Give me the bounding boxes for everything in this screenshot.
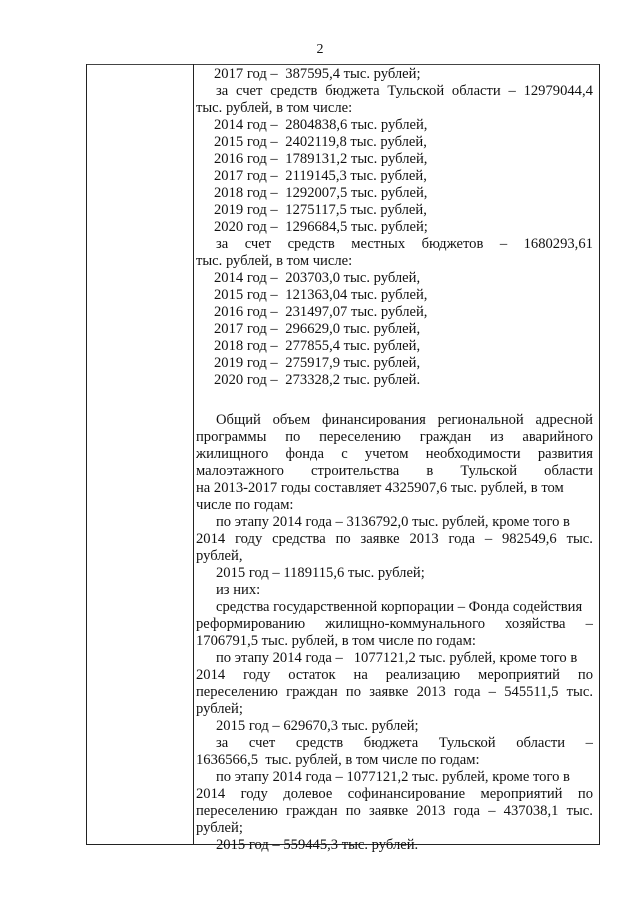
word: граждан <box>286 684 338 700</box>
fund-line: 1706791,5 тыс. рублей, в том числе по годам: <box>196 633 476 649</box>
regional-share-line <box>196 735 593 752</box>
stage-line <box>196 531 593 548</box>
fund-stage-line: по этапу 2014 года – 1077121,2 тыс. рублей, кроме того в <box>216 650 578 666</box>
year-label: 2016 год – <box>214 151 278 167</box>
word: тыс. <box>566 531 593 547</box>
year-value: 231497,07 тыс. рублей, <box>285 304 428 320</box>
paragraph-line <box>196 429 593 446</box>
word: года <box>454 684 481 700</box>
word: Общий <box>216 412 261 428</box>
year-label: 2016 год – <box>214 304 278 320</box>
word: области <box>516 735 566 751</box>
word: адресной <box>535 412 593 428</box>
word: 2013 <box>409 531 439 547</box>
word: 2014 <box>196 786 226 802</box>
paragraph-line: на 2013-2017 годы составляет 4325907,6 тыс. рублей, в том <box>196 480 564 496</box>
word: 12979044,4 <box>523 83 593 99</box>
word: граждан <box>286 803 338 819</box>
regional-budget-line-2: тыс. рублей, в том числе: <box>196 100 353 116</box>
word: средств <box>270 83 318 99</box>
year-row <box>196 151 593 168</box>
word: фонда <box>285 446 324 462</box>
year-label: 2017 год – <box>214 321 278 337</box>
word: жилищно-коммунального <box>325 616 485 632</box>
word: 2013 <box>416 803 446 819</box>
year-label: 2017 год – <box>214 66 278 82</box>
year-value: 296629,0 тыс. рублей, <box>285 321 421 337</box>
word: – <box>585 616 593 632</box>
year-2015-line: 2015 год – 1189115,6 тыс. рублей; <box>216 565 425 581</box>
fund-line: средства государственной корпорации – Фонда содействия <box>216 599 583 615</box>
word: мероприятий <box>480 786 563 802</box>
year-row <box>196 117 593 134</box>
year-row <box>196 355 593 372</box>
year-row <box>196 270 593 287</box>
word: по <box>335 531 351 547</box>
word: мероприятий <box>478 667 560 683</box>
year-value: 2402119,8 тыс. рублей, <box>285 134 427 150</box>
regional-stage-line: по этапу 2014 года – 1077121,2 тыс. рублей, кроме того в <box>216 769 570 785</box>
regional-stage-line <box>196 803 593 820</box>
word: Тульской <box>438 735 496 751</box>
year-value: 273328,2 тыс. рублей. <box>285 372 421 388</box>
year-value: 2804838,6 тыс. рублей, <box>285 117 428 133</box>
word: году <box>243 667 271 683</box>
word: года <box>448 531 475 547</box>
word: области <box>451 83 501 99</box>
word: аварийного <box>522 429 593 445</box>
word: 2013 <box>416 684 446 700</box>
word: 545511,5 <box>504 684 559 700</box>
word: году <box>235 531 263 547</box>
year-label: 2019 год – <box>214 355 278 371</box>
word: – <box>488 684 496 700</box>
word: Тульской <box>387 83 445 99</box>
year-value: 203703,0 тыс. рублей, <box>285 270 421 286</box>
regional-stage-line: рублей; <box>196 820 243 836</box>
word: необходимости <box>425 446 521 462</box>
column-divider <box>193 64 194 844</box>
regional-stage-line <box>196 786 593 803</box>
top-year-row <box>196 66 593 83</box>
word: софинансирование <box>347 786 466 802</box>
word: за <box>216 735 229 751</box>
word: области <box>544 463 593 479</box>
year-label: 2014 год – <box>214 117 278 133</box>
local-budget-line <box>196 236 593 253</box>
word: реформированию <box>196 616 306 632</box>
year-label: 2020 год – <box>214 372 278 388</box>
word: по <box>577 786 593 802</box>
word: объем <box>272 412 311 428</box>
word: по <box>285 429 301 445</box>
stage-line: по этапу 2014 года – 3136792,0 тыс. рублей, кроме того в <box>216 514 570 530</box>
word: тыс. <box>566 803 593 819</box>
year-label: 2018 год – <box>214 338 278 354</box>
fund-stage-line <box>196 684 593 701</box>
word: граждан <box>419 429 472 445</box>
year-value: 277855,4 тыс. рублей, <box>285 338 421 354</box>
word: переселению <box>196 684 278 700</box>
word: бюджета <box>363 735 419 751</box>
word: жилищного <box>196 446 269 462</box>
paragraph-line <box>196 412 593 429</box>
fund-stage-line: рублей; <box>196 701 243 717</box>
year-row <box>196 372 593 389</box>
word: 437038,1 <box>503 803 559 819</box>
word: счет <box>244 236 272 252</box>
year-row <box>196 134 593 151</box>
word: хозяйства <box>505 616 566 632</box>
word: году <box>240 786 268 802</box>
word: счет <box>248 735 276 751</box>
word: местных <box>351 236 406 252</box>
word: Тульской <box>460 463 518 479</box>
regional-share-line: 1636566,5 тыс. рублей, в том числе по годам: <box>196 752 480 768</box>
year-value: 1296684,5 тыс. рублей; <box>285 219 428 235</box>
word: заявке <box>369 803 409 819</box>
word: 2014 <box>196 531 226 547</box>
local-years-list <box>196 270 593 389</box>
paragraph-line <box>196 463 593 480</box>
regional-2015-line: 2015 год – 559445,3 тыс. рублей. <box>216 837 419 853</box>
year-value: 1275117,5 тыс. рублей, <box>285 202 427 218</box>
word: средства <box>272 531 326 547</box>
year-row <box>196 219 593 236</box>
year-label: 2018 год – <box>214 185 278 201</box>
fund-stage-line <box>196 667 593 684</box>
word: за <box>216 236 229 252</box>
word: средств <box>287 236 335 252</box>
year-value: 275917,9 тыс. рублей, <box>285 355 421 371</box>
word: 1680293,61 <box>523 236 593 252</box>
word: – <box>499 236 508 252</box>
word: развития <box>537 446 593 462</box>
word: бюджета <box>325 83 380 99</box>
local-budget-line-2: тыс. рублей, в том числе: <box>196 253 353 269</box>
word: в <box>426 463 434 479</box>
word: – <box>508 83 516 99</box>
word: средств <box>295 735 344 751</box>
year-value: 387595,4 тыс. рублей; <box>285 66 421 82</box>
word: за <box>216 83 229 99</box>
word: заявке <box>369 684 409 700</box>
word: программы <box>196 429 267 445</box>
word: переселению <box>196 803 278 819</box>
word: реализацию <box>385 667 461 683</box>
word: года <box>453 803 481 819</box>
word: на <box>353 667 368 683</box>
fund-2015-line: 2015 год – 629670,3 тыс. рублей; <box>216 718 419 734</box>
year-value: 1292007,5 тыс. рублей, <box>285 185 428 201</box>
word: долевое <box>283 786 333 802</box>
year-label: 2015 год – <box>214 134 278 150</box>
year-row <box>196 321 593 338</box>
year-value: 121363,04 тыс. рублей, <box>285 287 428 303</box>
word: бюджетов <box>421 236 484 252</box>
word: финансирования <box>322 412 426 428</box>
word: остаток <box>288 667 336 683</box>
year-value: 1789131,2 тыс. рублей, <box>285 151 428 167</box>
word: – <box>585 735 593 751</box>
year-label: 2019 год – <box>214 202 278 218</box>
word: 982549,6 <box>502 531 557 547</box>
word: по <box>345 684 362 700</box>
word: заявке <box>360 531 400 547</box>
word: счет <box>236 83 263 99</box>
word: 2014 <box>196 667 226 683</box>
of-them-line: из них: <box>216 582 261 598</box>
word: переселению <box>319 429 401 445</box>
year-row <box>196 168 593 185</box>
word: с <box>341 446 348 462</box>
year-row <box>196 202 593 219</box>
word: по <box>577 667 593 683</box>
year-label: 2017 год – <box>214 168 278 184</box>
year-label: 2015 год – <box>214 287 278 303</box>
word: региональной <box>437 412 524 428</box>
page-number: 2 <box>316 42 324 57</box>
year-row <box>196 287 593 304</box>
regional-years-list <box>196 117 593 236</box>
word: строительства <box>311 463 400 479</box>
year-row <box>196 304 593 321</box>
word: из <box>490 429 504 445</box>
table-content-cell <box>196 66 593 854</box>
word: учетом <box>364 446 409 462</box>
year-row <box>196 185 593 202</box>
word: малоэтажного <box>196 463 284 479</box>
word: – <box>484 531 493 547</box>
year-row <box>196 338 593 355</box>
regional-budget-line <box>196 83 593 100</box>
paragraph-line <box>196 446 593 463</box>
year-label: 2020 год – <box>214 219 278 235</box>
fund-line <box>196 616 593 633</box>
year-value: 2119145,3 тыс. рублей, <box>285 168 427 184</box>
word: – <box>488 803 496 819</box>
stage-line: рублей, <box>196 548 243 564</box>
word: по <box>345 803 361 819</box>
year-label: 2014 год – <box>214 270 278 286</box>
paragraph-line: числе по годам: <box>196 497 294 513</box>
word: тыс. <box>566 684 593 700</box>
